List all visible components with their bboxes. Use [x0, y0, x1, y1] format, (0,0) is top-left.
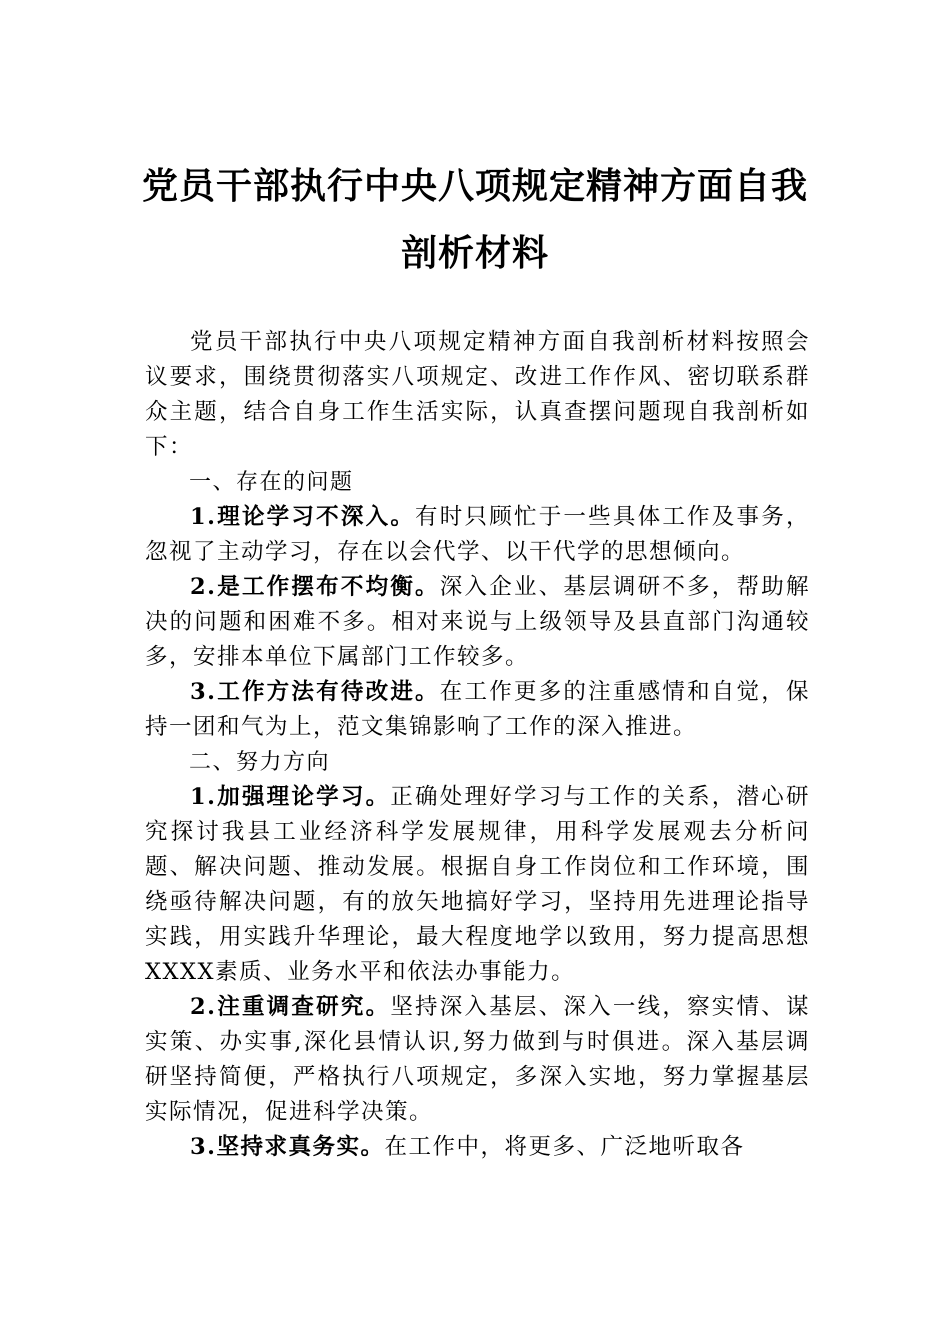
problem-item-2: [145, 570, 810, 675]
problem-item-1: [145, 500, 810, 570]
direction-item-2-lead: 2.注重调查研究。: [190, 994, 391, 1020]
section-heading-directions: 二、努力方向: [189, 750, 331, 775]
direction-item-1-lead: 1.加强理论学习。: [190, 784, 391, 810]
problem-item-2-text: 深入企业、基层调研不多，帮助解决的问题和困难不多。相对来说与上级领导及县直部门沟通较多，安排本单位下属部门工作较多。: [145, 574, 810, 670]
problem-item-1-text: 有时只顾忙于一些具体工作及事务，忽视了主动学习，存在以会代学、以干代学的思想倾向。: [145, 504, 810, 565]
direction-item-3: [145, 1130, 810, 1165]
direction-item-2-text: 坚持深入基层、深入一线，察实情、谋实策、办实事,深化县情认识,努力做到与时俱进。深入基层调研坚持简便，严格执行八项规定，多深入实地，努力掌握基层实际情况，促进科学决策。: [145, 994, 810, 1125]
document-title-line-2: 剖析材料: [400, 232, 549, 274]
document-title-line-1: 党员干部执行中央八项规定精神方面自我: [141, 165, 808, 207]
intro-paragraph: 党员干部执行中央八项规定精神方面自我剖析材料按照会议要求，围绕贯彻落实八项规定、改进工作作风、密切联系群众主题，结合自身工作生活实际，认真查摆问题现自我剖析如下：: [145, 329, 810, 460]
direction-item-2: [145, 990, 810, 1130]
direction-item-3-text: 在工作中，将更多、广泛地听取各: [384, 1134, 745, 1160]
section-heading-problems: 一、存在的问题: [189, 470, 354, 495]
direction-item-1-text: 正确处理好学习与工作的关系，潜心研究探讨我县工业经济科学发展规律，用科学发展观去分析问题、解决问题、推动发展。根据自身工作岗位和工作环境，围绕亟待解决问题，有的放矢地搞好学习，坚持用先进理论指导实践，用实践升华理论，最大程度地学以致用，努力提高思想XXXX素质、业务水平和依法办事能力。: [145, 784, 810, 985]
direction-item-1: [145, 780, 810, 990]
direction-item-3-lead: 3.坚持求真务实。: [190, 1134, 385, 1160]
document-body: [145, 325, 810, 1165]
problem-item-1-lead: 1.理论学习不深入。: [190, 504, 416, 530]
problem-item-3-text: 在工作更多的注重感情和自觉，保持一团和气为上，范文集锦影响了工作的深入推进。: [145, 679, 810, 740]
problem-item-3-lead: 3.工作方法有待改进。: [190, 679, 440, 705]
problem-item-2-lead: 2.是工作摆布不均衡。: [190, 574, 440, 600]
problem-item-3: [145, 675, 810, 745]
